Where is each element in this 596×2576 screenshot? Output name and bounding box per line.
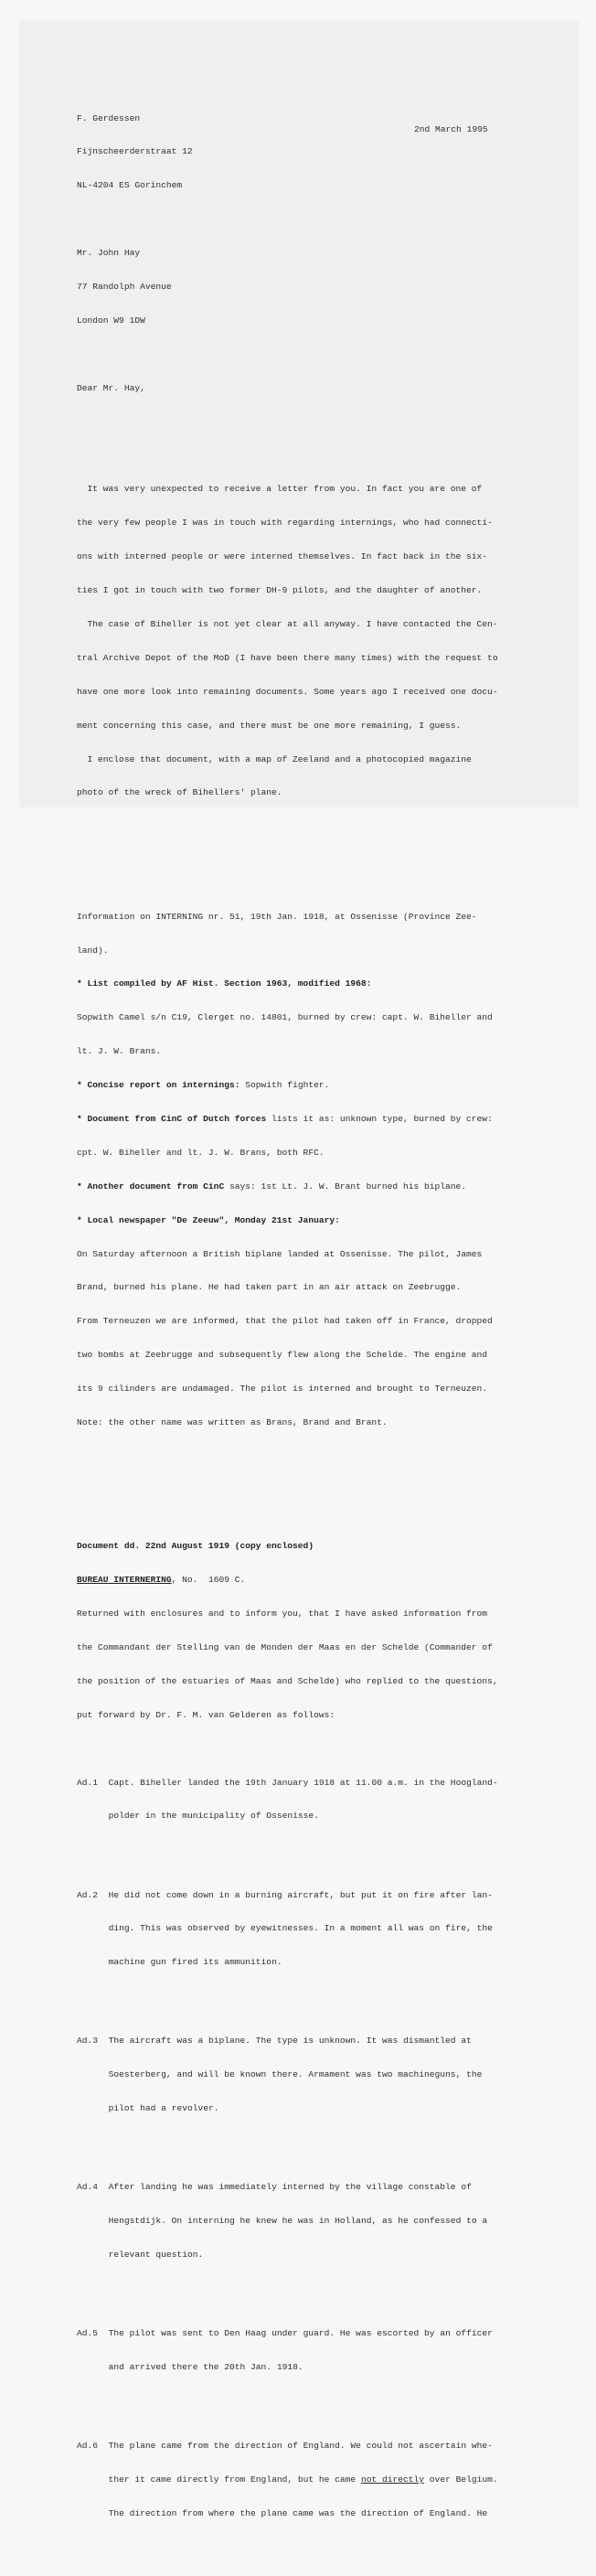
list-line: Sopwith Camel s/n C19, Clerget no. 14801, burned by crew: capt. W. Biheller and — [77, 1012, 493, 1023]
list-line: lt. J. W. Brans. — [77, 1046, 162, 1057]
concise-report-text: Sopwith fighter. — [239, 1080, 330, 1091]
intro-paragraphs — [77, 462, 506, 822]
ad-text: ther it came directly from England, but he came — [108, 2474, 361, 2485]
newspaper-line: Note: the other name was written as Brans, Brand and Brant. — [77, 1417, 388, 1428]
ad-label: Ad.3 — [77, 2036, 99, 2047]
ad-first-line — [77, 1778, 506, 1789]
another-doc-heading: * Another document from CinC — [77, 1181, 225, 1192]
document-section — [77, 1519, 506, 2565]
ad-text-line — [77, 2474, 506, 2485]
blank-line — [77, 844, 506, 855]
ad-first-line — [77, 1890, 506, 1901]
ad-item — [77, 2160, 506, 2283]
blank-line — [77, 214, 506, 225]
ad-item — [77, 1867, 506, 1991]
recipient-city: London W9 1DW — [77, 315, 145, 326]
sender-city: NL-4204 ES Gorinchem — [77, 180, 183, 191]
ad-text: over Belgium. — [424, 2474, 498, 2485]
newspaper-line: On Saturday afternoon a British biplane landed at Ossenisse. The pilot, James — [77, 1248, 483, 1259]
ad-text: Capt. Biheller landed the 19th January 1918 at 11.00 a.m. in the Hoogland- — [108, 1777, 498, 1788]
info-line: Information on INTERNING nr. 51, 19th Jan. 1918, at Ossenisse (Province Zee- — [77, 911, 477, 922]
document-line: put forward by Dr. F. M. van Gelderen as follows: — [77, 1709, 335, 1720]
document-line: the Commandant der Stelling van de Monden der Maas en der Schelde (Commander of — [77, 1641, 493, 1652]
intro-line: ons with interned people or were interned themselves. In fact back in the six- — [77, 551, 488, 562]
cinc-line-2: cpt. W. Biheller and lt. J. W. Brans, both RFC. — [77, 1147, 325, 1158]
ad-text: machine gun fired its ammunition. — [108, 1957, 282, 1968]
ad-text: The plane came from the direction of England. We could not ascertain whe- — [108, 2441, 493, 2452]
blank-line — [77, 417, 506, 428]
ad-text: polder in the municipality of Ossenisse. — [108, 1811, 319, 1822]
newspaper-heading: * Local newspaper "De Zeeuw", Monday 21st January: — [77, 1214, 340, 1225]
ad-item — [77, 2014, 506, 2137]
ad-text: The aircraft was a biplane. The type is unknown. It was dismantled at — [108, 2036, 472, 2047]
letter-body — [77, 91, 506, 2576]
intro-line: have one more look into remaining documents. Some years ago I received one docu- — [77, 686, 498, 697]
another-doc-text: says: 1st Lt. J. W. Brant burned his biplane. — [224, 1181, 467, 1192]
sender-street: Fijnscheerderstraat 12 — [77, 146, 193, 157]
intro-line: ment concerning this case, and there must be one more remaining, I guess. — [77, 720, 462, 731]
intro-line: photo of the wreck of Bihellers' plane. — [77, 787, 282, 798]
ad-text: He did not come down in a burning aircraft, but put it on fire after lan- — [108, 1889, 493, 1900]
ad-label: Ad.4 — [77, 2182, 99, 2193]
concise-report-line — [77, 1080, 506, 1091]
intro-line: It was very unexpected to receive a letter from you. In fact you are one of — [77, 484, 483, 495]
concise-report-heading: * Concise report on internings: — [77, 1080, 240, 1091]
document-line: the position of the estuaries of Maas and Schelde) who replied to the questions, — [77, 1675, 498, 1686]
document-line: Returned with enclosures and to inform you, that I have asked information from — [77, 1609, 488, 1619]
bureau-line — [77, 1575, 506, 1586]
newspaper-line: two bombs at Zeebrugge and subsequently flew along the Schelde. The engine and — [77, 1350, 488, 1361]
information-section — [77, 889, 506, 1451]
ad-item — [77, 1755, 506, 1844]
intro-line: The case of Biheller is not yet clear at all anyway. I have contacted the Cen- — [77, 618, 498, 629]
recipient-street: 77 Randolph Avenue — [77, 282, 172, 293]
ad-text: relevant question. — [108, 2250, 204, 2260]
newspaper-line: its 9 cilinders are undamaged. The pilot is interned and brought to Terneuzen. — [77, 1384, 488, 1395]
ad-text: and arrived there the 20th Jan. 1918. — [108, 2361, 303, 2372]
ad-item — [77, 2305, 506, 2395]
cinc-text: lists it as: unknown type, burned by crew: — [266, 1114, 493, 1125]
intro-line: the very few people I was in touch with regarding internings, who had connecti- — [77, 518, 493, 529]
ad-text: ding. This was observed by eyewitnesses. In a moment all was on fire, the — [108, 1923, 493, 1934]
document-heading: Document dd. 22nd August 1919 (copy enclosed) — [77, 1541, 314, 1552]
cinc-line — [77, 1114, 506, 1125]
letter-date: 2nd March 1995 — [414, 124, 488, 134]
ad-label: Ad.6 — [77, 2441, 99, 2452]
cinc-heading: * Document from CinC of Dutch forces — [77, 1114, 267, 1125]
ad-item — [77, 2418, 506, 2541]
ad-text: Hengstdijk. On interning he knew he was in Holland, as he confessed to a — [108, 2216, 488, 2227]
list-heading: * List compiled by AF Hist. Section 1963, modified 1968: — [77, 978, 372, 989]
intro-line: tral Archive Depot of the MoD (I have been there many times) with the request to — [77, 652, 498, 663]
newspaper-line: Brand, burned his plane. He had taken part in an air attack on Zeebrugge. — [77, 1282, 462, 1293]
ad-label: Ad.2 — [77, 1889, 99, 1900]
ad-first-line — [77, 2036, 506, 2047]
ad-first-line — [77, 2328, 506, 2339]
blank-line — [77, 1474, 506, 1485]
salutation: Dear Mr. Hay, — [77, 382, 145, 393]
info-line: land). — [77, 945, 109, 956]
blank-line — [77, 349, 506, 360]
recipient-name: Mr. John Hay — [77, 248, 141, 259]
intro-line: ties I got in touch with two former DH-9 pilots, and the daughter of another. — [77, 585, 483, 596]
bureau-number: , No. 1609 C. — [171, 1575, 246, 1586]
ad-first-line — [77, 2182, 506, 2193]
newspaper-line: From Terneuzen we are informed, that the pilot had taken off in France, dropped — [77, 1316, 493, 1327]
another-doc-line — [77, 1181, 506, 1192]
underlined-phrase: not directly — [360, 2474, 425, 2485]
ad-text: The pilot was sent to Den Haag under guard. He was escorted by an officer — [108, 2328, 493, 2339]
ad-text: pilot had a revolver. — [108, 2103, 219, 2114]
ad-label: Ad.1 — [77, 1777, 99, 1788]
ad-text: Soesterberg, and will be known there. Armament was two machineguns, the — [108, 2069, 483, 2080]
sender-name: F. Gerdessen — [77, 112, 141, 123]
ad-label: Ad.5 — [77, 2328, 99, 2339]
bureau-name: BUREAU INTERNERING — [77, 1575, 172, 1586]
intro-line: I enclose that document, with a map of Zeeland and a photocopied magazine — [77, 754, 472, 764]
ad-text: After landing he was immediately interned by the village constable of — [108, 2182, 472, 2193]
ad-first-line — [77, 2441, 506, 2452]
ad-text: The direction from where the plane came was the direction of England. He — [108, 2507, 488, 2518]
